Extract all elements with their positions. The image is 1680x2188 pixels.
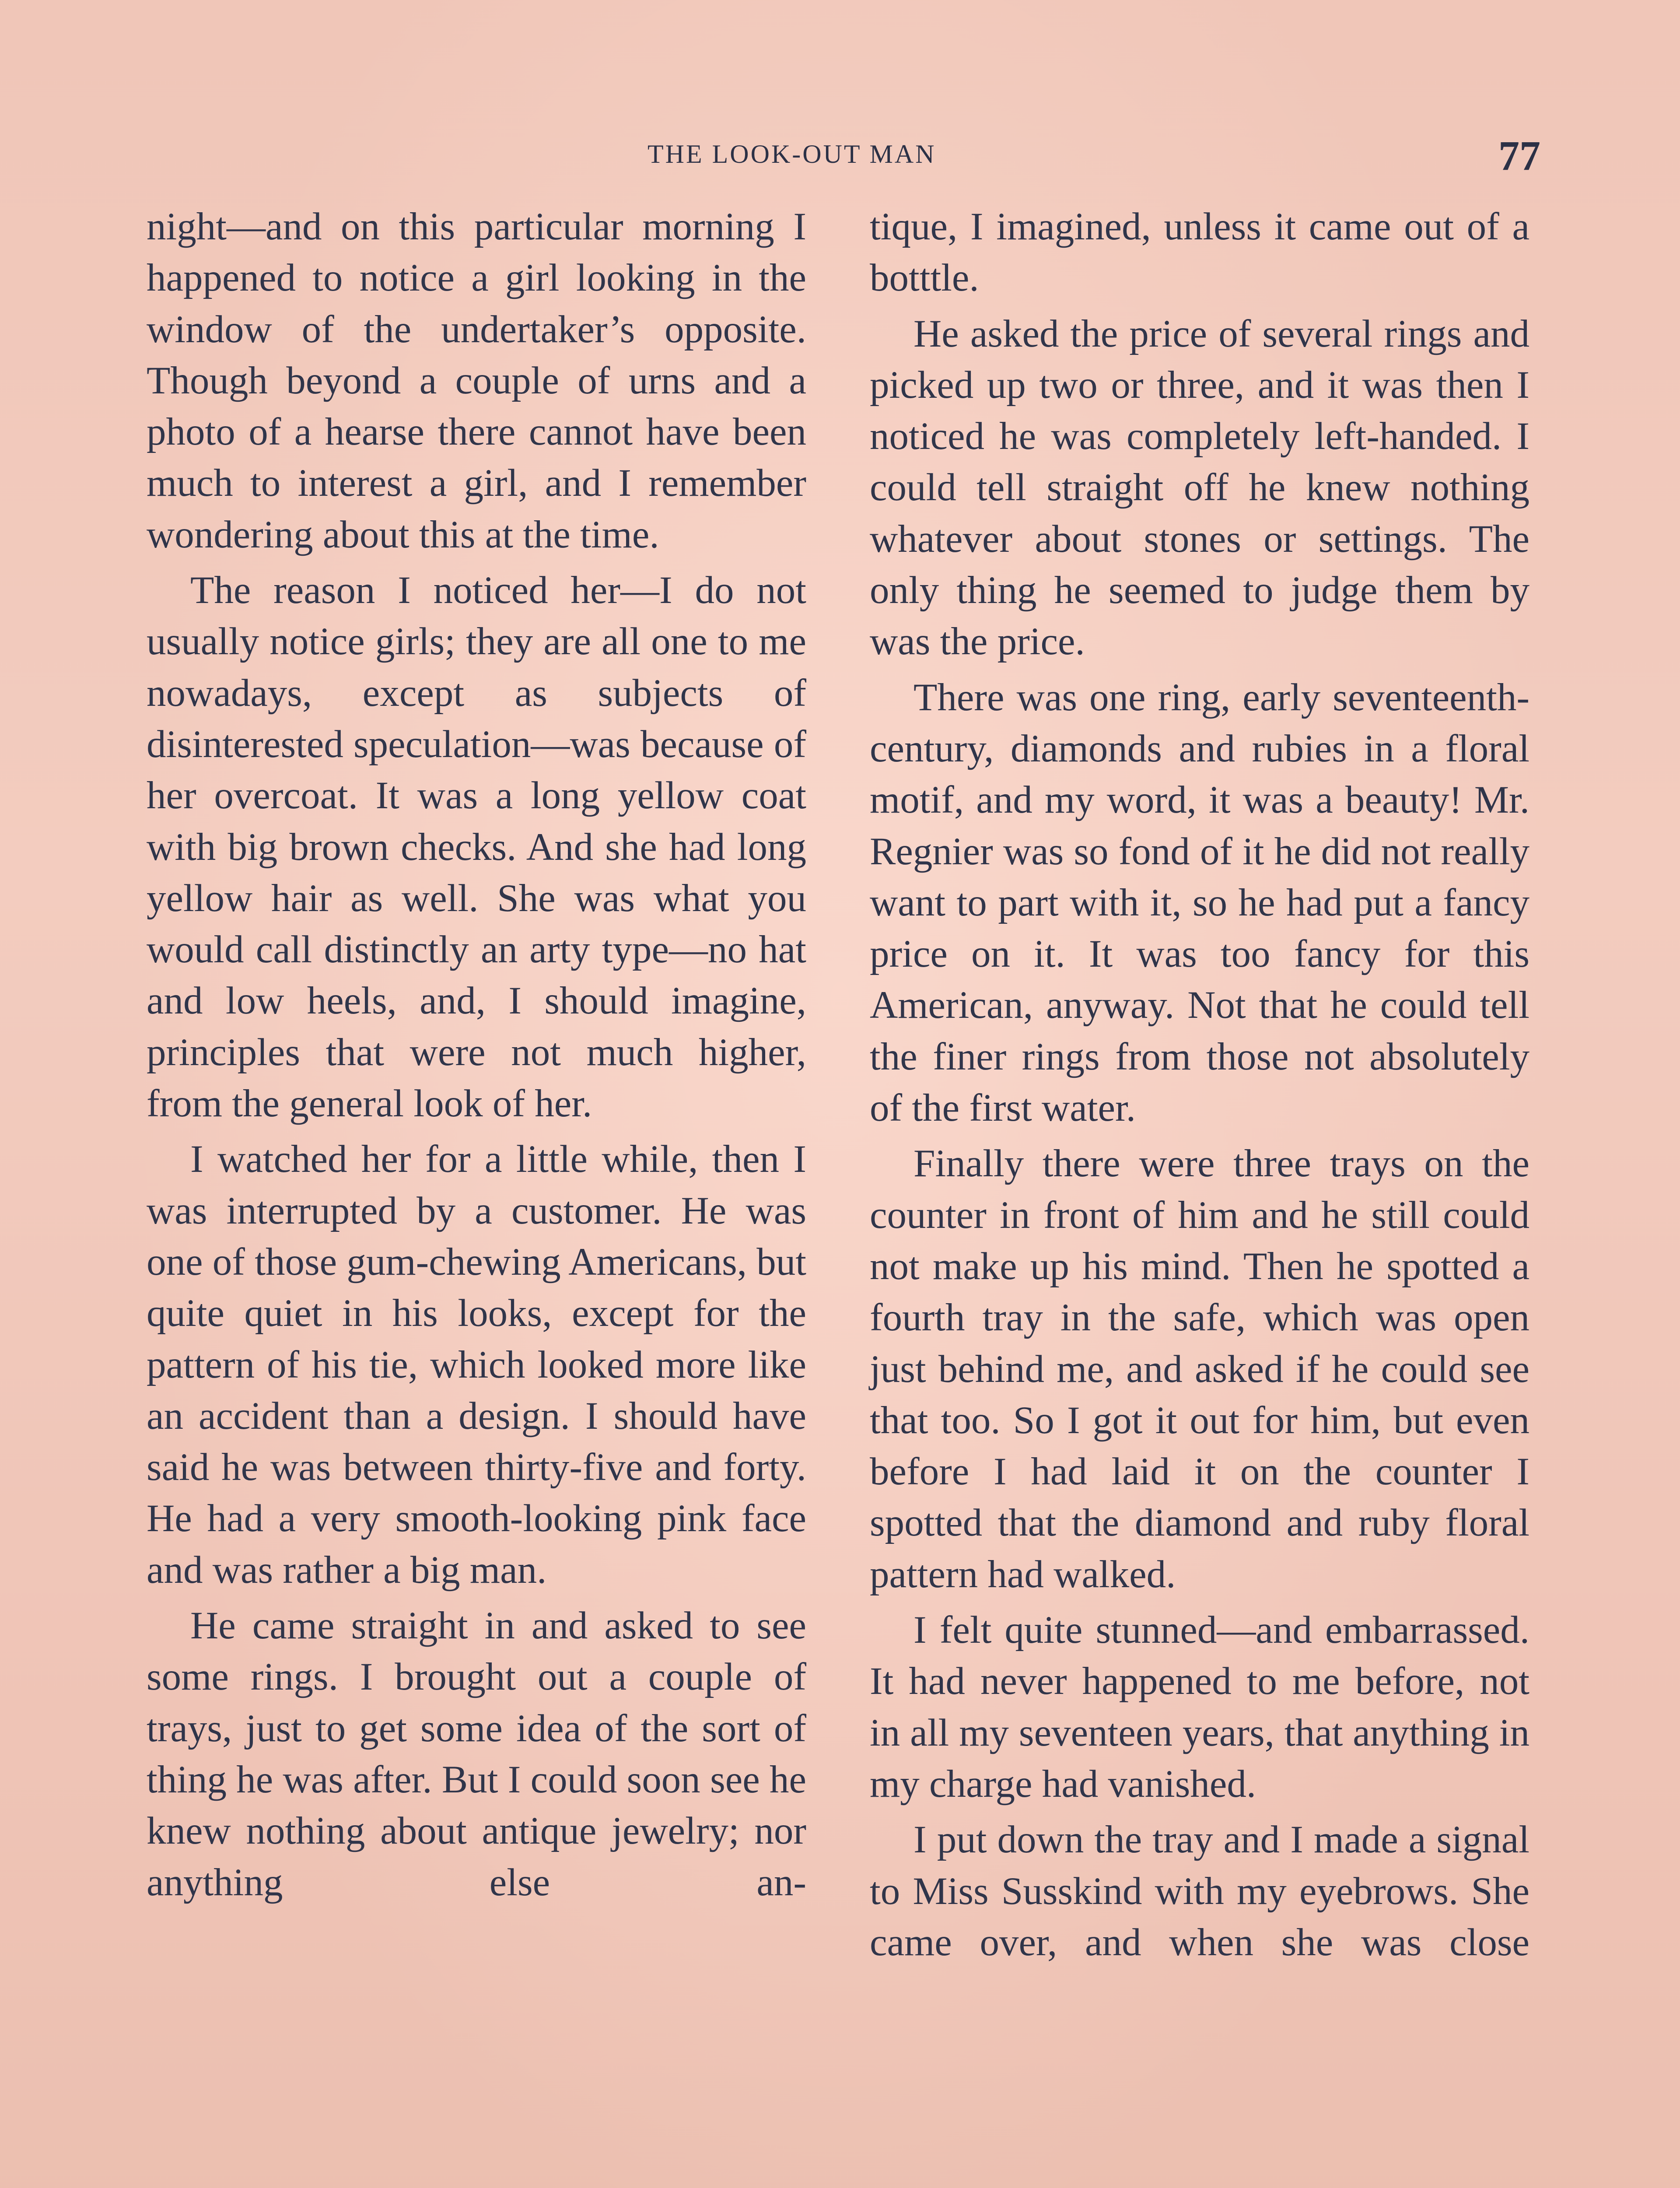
page-number: 77 xyxy=(1498,132,1540,179)
paragraph: I watched her for a little while, then I was interrupted by a customer. He was one of those gum-chewing Americans, but quite quiet in his looks, except for the pattern of his tie, which looked more like an accident than a design. I should have said he was between thirty-five and forty. He had a very smooth-looking pink face and was rather a big man. xyxy=(147,1138,806,1592)
paragraph: I put down the tray and I made a signal to Miss Susskind with my eyebrows. She came over, and when she was close xyxy=(870,1818,1530,1964)
paragraph: There was one ring, early seventeenth-century, diamonds and rubies in a floral motif, and my word, it was a beauty! Mr. Regnier was so fond of it he did not really want to part with it, so he had put a fancy price on it. It was too fancy for this American, anyway. Not that he could tell the finer rings from those not absolutely of the first water. xyxy=(870,676,1530,1130)
paragraph: Finally there were three trays on the counter in front of him and he still could not make up his mind. Then he spotted a fourth tray in the safe, which was open just behind me, and asked if he could see that too. So I got it out for him, but even before I had laid it on the counter I spotted that the diamond and ruby floral pattern had walked. xyxy=(870,1142,1530,1596)
running-title: THE LOOK-OUT MAN xyxy=(648,140,936,168)
paragraph: He asked the price of several rings and picked up two or three, and it was then I noticed he was completely left-handed. I could tell straight off he knew nothing whatever about stones or settings. The only thing he seemed to judge them by was the price. xyxy=(870,312,1530,663)
paragraph: night—and on this particular morning I happened to notice a girl looking in the window of the undertaker’s opposite. Though beyond a couple of urns and a photo of a hearse there cannot have been much to interest a girl, and I remember wondering about this at the time. xyxy=(147,205,806,556)
right-column xyxy=(870,201,1530,1968)
paragraph: tique, I imagined, unless it came out of a botttle. xyxy=(870,205,1530,300)
left-column xyxy=(147,201,806,1908)
paragraph: The reason I noticed her—I do not usually notice girls; they are all one to me nowadays, except as subjects of disinterested speculation—was because of her overcoat. It was a long yellow coat with big brown checks. And she had long yellow hair as well. She was what you would call distinctly an arty type—no hat and low heels, and, I should imagine, principles that were not much higher, from the general look of her. xyxy=(147,569,806,1126)
paragraph: I felt quite stunned—and embarrassed. It had never happened to me before, not in all my seventeen years, that anything in my charge had vanished. xyxy=(870,1609,1530,1806)
paragraph: He came straight in and asked to see some rings. I brought out a couple of trays, just to get some idea of the sort of thing he was after. But I could soon see he knew nothing about antique jewelry; nor anything else an- xyxy=(147,1604,806,1904)
